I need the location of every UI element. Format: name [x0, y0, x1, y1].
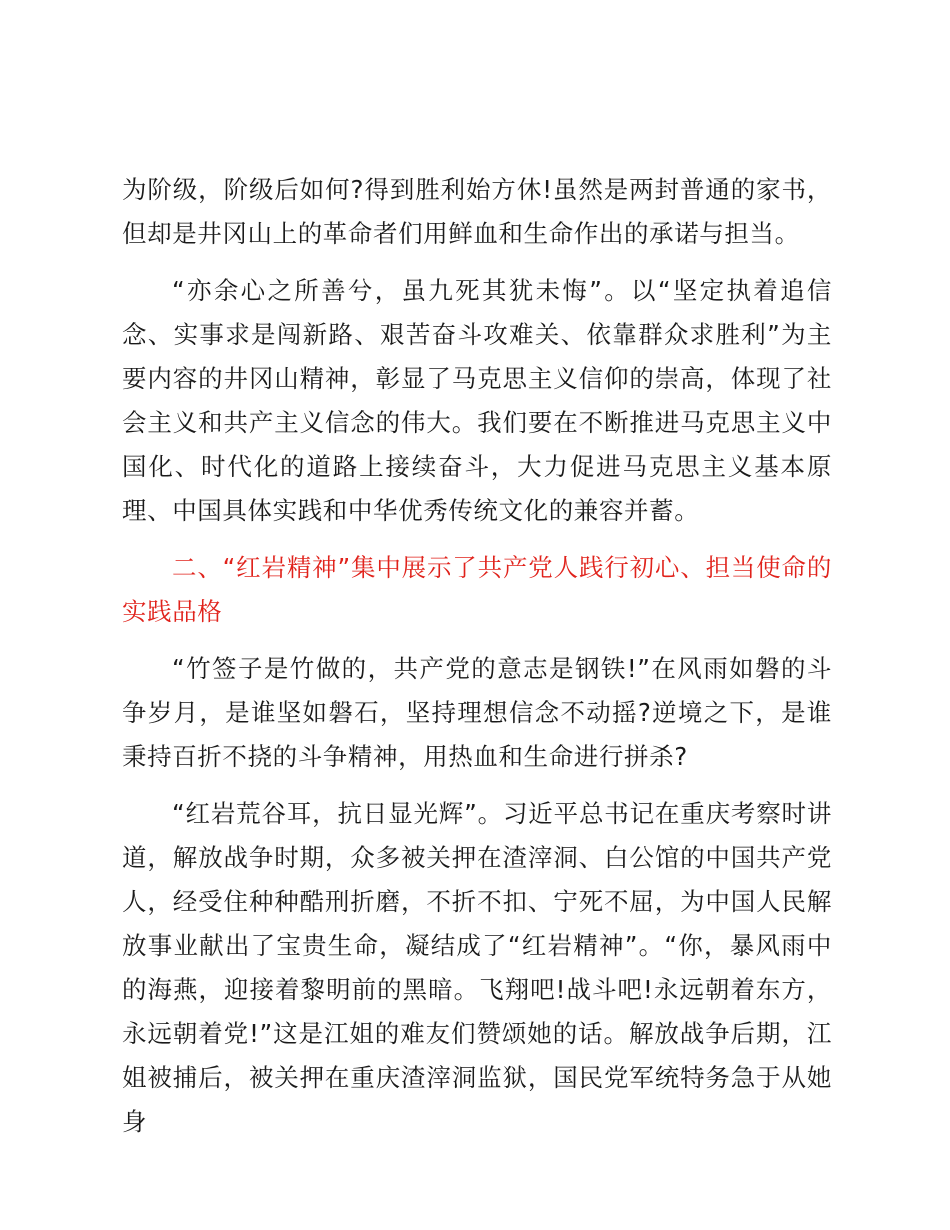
section-heading-hongyan-spirit: 二、“红岩精神”集中展示了共产党人践行初心、担当使命的实践品格 [122, 553, 832, 626]
document-body [122, 168, 832, 1157]
paragraph-jinggangshan-spirit: “亦余心之所善兮，虽九死其犹未悔”。以“坚定执着追信念、实事求是闯新路、艰苦奋斗攻难关、依靠群众求胜利”为主要内容的井冈山精神，彰显了马克思主义信仰的崇高，体现了社会主义和共产主义信念的伟大。我们要在不断推进马克思主义中国化、时代化的道路上接续奋斗，大力促进马克思主义基本原理、中国具体实践和中华优秀传统文化的兼容并蓄。 [122, 276, 832, 525]
paragraph-continuation: 为阶级，阶级后如何?得到胜利始方休!虽然是两封普通的家书，但却是井冈山上的革命者们用鲜血和生命作出的承诺与担当。 [122, 175, 832, 248]
paragraph-hongyan-history: “红岩荒谷耳，抗日显光辉”。习近平总书记在重庆考察时讲道，解放战争时期，众多被关押在渣滓洞、白公馆的中国共产党人，经受住种种酷刑折磨，不折不扣、宁死不屈，为中国人民解放事业献出了宝贵生命，凝结成了“红岩精神”。“你，暴风雨中的海燕，迎接着黎明前的黑暗。飞翔吧!战斗吧!永远朝着东方，永远朝着党!”这是江姐的难友们赞颂她的话。解放战争后期，江姐被捕后，被关押在重庆渣滓洞监狱，国民党军统特务急于从她身 [122, 799, 832, 1136]
paragraph-bamboo-quote: “竹签子是竹做的，共产党的意志是钢铁!”在风雨如磐的斗争岁月，是谁坚如磐石，坚持理想信念不动摇?逆境之下，是谁秉持百折不挠的斗争精神，用热血和生命进行拼杀? [122, 654, 832, 771]
